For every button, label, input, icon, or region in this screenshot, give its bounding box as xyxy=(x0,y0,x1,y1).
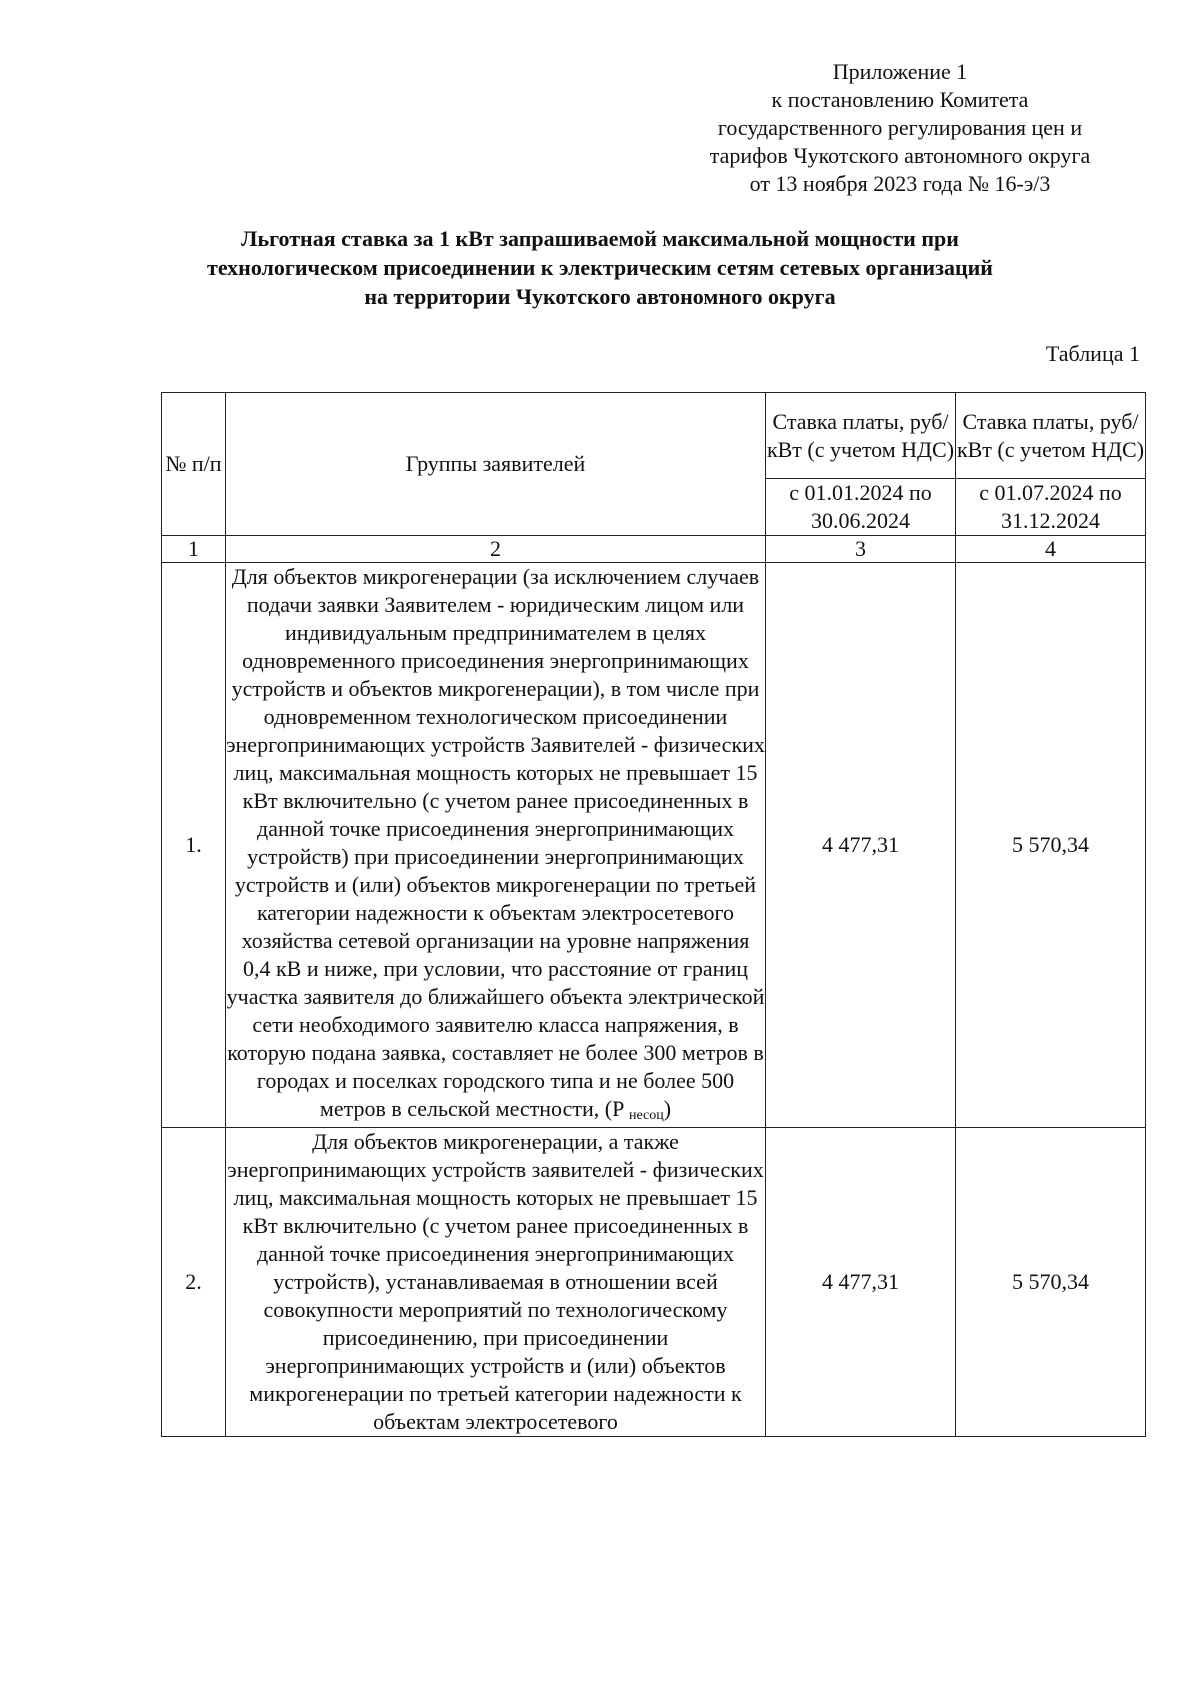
row-rate-b: 5 570,34 xyxy=(956,1128,1146,1437)
row-num: 2. xyxy=(162,1128,226,1437)
header-groups: Группы заявителей xyxy=(226,393,766,536)
rates-table xyxy=(161,392,1146,1437)
appendix-line: государственного регулирования цен и xyxy=(717,115,1083,140)
appendix-header xyxy=(640,58,1160,198)
appendix-line: от 13 ноября 2023 года № 16-э/3 xyxy=(749,171,1051,196)
table-header-row xyxy=(162,393,1146,479)
table-row xyxy=(162,563,1146,1128)
title-line: на территории Чукотского автономного округа xyxy=(364,284,836,309)
header-num: № п/п xyxy=(162,393,226,536)
index-cell: 4 xyxy=(956,536,1146,563)
title-line: Льготная ставка за 1 кВт запрашиваемой максимальной мощности при xyxy=(241,226,959,251)
document-title xyxy=(160,224,1040,311)
table-index-row xyxy=(162,536,1146,563)
table-row xyxy=(162,1128,1146,1437)
row-num: 1. xyxy=(162,563,226,1128)
index-cell: 3 xyxy=(766,536,956,563)
header-period-a: с 01.01.2024 по 30.06.2024 xyxy=(766,479,956,536)
title-line: технологическом присоединении к электрическим сетям сетевых организаций xyxy=(207,255,993,280)
row-applicant-group xyxy=(226,563,766,1128)
row-rate-a: 4 477,31 xyxy=(766,563,956,1128)
header-rate-b: Ставка платы, руб/кВт (с учетом НДС) xyxy=(956,393,1146,479)
index-cell: 1 xyxy=(162,536,226,563)
index-cell: 2 xyxy=(226,536,766,563)
row-text-subscript: несоц xyxy=(629,1108,664,1123)
header-period-b: с 01.07.2024 по 31.12.2024 xyxy=(956,479,1146,536)
header-rate-a: Ставка платы, руб/кВт (с учетом НДС) xyxy=(766,393,956,479)
row-applicant-group: Для объектов микрогенерации, а также энергопринимающих устройств заявителей - физических лиц, максимальная мощность которых не превышает 15 кВт включительно (с учетом ранее присоединенных в данной точке присоединения энергопринимающих устройств), устанавливаемая в отношении всей совокупности мероприятий по технологическому присоединению, при присоединении энергопринимающих устройств и (или) объектов микрогенерации по третьей категории надежности к объектам электросетевого xyxy=(226,1128,766,1437)
table-caption: Таблица 1 xyxy=(1045,341,1140,366)
appendix-line: к постановлению Комитета xyxy=(771,87,1029,112)
row-text: Для объектов микрогенерации (за исключением случаев подачи заявки Заявителем - юридическим лицом или индивидуальным предпринимателем в целях одновременного присоединения энергопринимающих устройств и объектов микрогенерации), в том числе при одновременном технологическом присоединении энергопринимающих устройств Заявителей - физических лиц, максимальная мощность которых не превышает 15 кВт включительно (с учетом ранее присоединенных в данной точке присоединения энергопринимающих устройств) при присоединении энергопринимающих устройств и (или) объектов микрогенерации по третьей категории надежности к объектам электросетевого хозяйства сетевой организации на уровне напряжения 0,4 кВ и ниже, при условии, что расстояние от границ участка заявителя до ближайшего объекта электрической сети необходимого заявителю класса напряжения, в которую подана заявка, составляет не более 300 метров в городах и поселках городского типа и не более 500 метров в сельской местности, (P xyxy=(226,564,765,1121)
appendix-line: Приложение 1 xyxy=(832,59,968,84)
row-text-end: ) xyxy=(663,1096,672,1121)
row-rate-a: 4 477,31 xyxy=(766,1128,956,1437)
appendix-line: тарифов Чукотского автономного округа xyxy=(709,143,1091,168)
row-rate-b: 5 570,34 xyxy=(956,563,1146,1128)
